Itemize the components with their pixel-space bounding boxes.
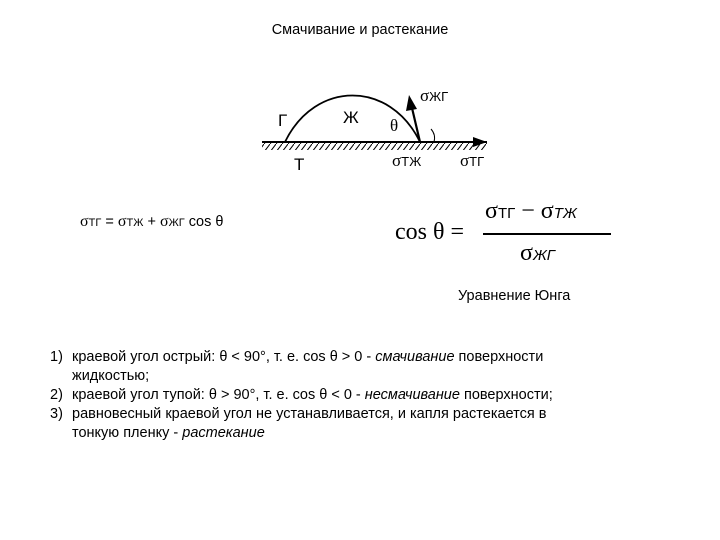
label-theta: θ <box>390 116 399 135</box>
arrow-sigma-lg <box>406 95 420 142</box>
young-numerator: σТГ − σТЖ <box>485 198 577 224</box>
cases-list <box>50 348 700 443</box>
wetting-diagram <box>240 80 510 180</box>
force-balance-formula: σТГ = σТЖ + σЖГ cos θ <box>80 213 224 230</box>
slide-title: Смачивание и растекание <box>271 22 449 38</box>
list-item: 2) краевой угол тупой: θ > 90°, т. е. cos θ < 0 - несмачивание поверхности; <box>50 387 553 403</box>
label-sigma-sg: σТГ <box>460 151 485 170</box>
label-liquid: Ж <box>343 108 359 127</box>
young-equation-caption: Уравнение Юнга <box>458 288 571 304</box>
label-solid: Т <box>294 155 305 174</box>
young-lhs: cos θ = <box>395 219 465 245</box>
young-denominator: σЖГ <box>520 240 555 266</box>
label-gas: Г <box>278 111 288 130</box>
fraction-bar <box>483 233 611 235</box>
list-item: 3) равновесный краевой угол не устанавливается, и капля растекается в тонкую пленку - растекание <box>50 406 547 441</box>
list-item: 1) краевой угол острый: θ < 90°, т. е. cos θ > 0 - смачивание поверхности жидкостью; <box>50 349 544 384</box>
label-sigma-lg: σЖГ <box>420 86 449 105</box>
label-sigma-sl: σТЖ <box>392 151 422 170</box>
angle-arc <box>431 129 435 142</box>
solid-surface <box>262 142 487 150</box>
